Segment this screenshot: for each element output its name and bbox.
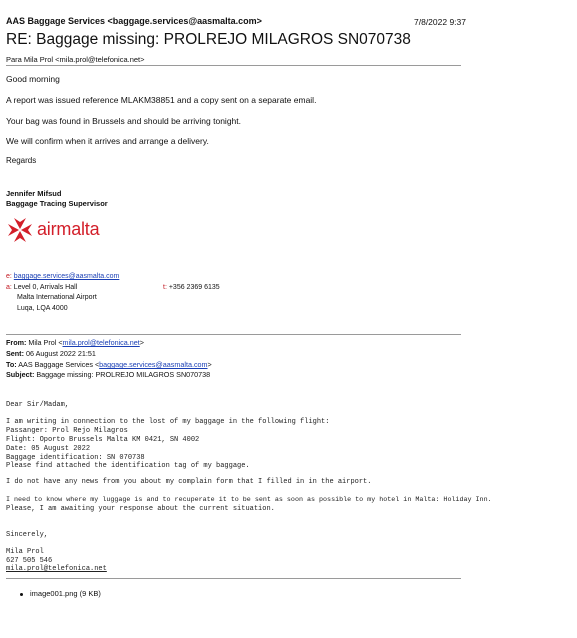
- signature-name: Jennifer Mifsud: [6, 189, 62, 198]
- email-label: e:: [6, 273, 12, 280]
- message-line-4: Date: 05 August 2022: [6, 445, 91, 453]
- message-signature-name: Mila Prol: [6, 548, 44, 556]
- message-signature-phone: 627 505 546: [6, 557, 53, 565]
- message-line-2: Passanger: Prol Rejo Milagros: [6, 427, 128, 435]
- original-to: [6, 360, 212, 369]
- address-line-1: Level 0, Arrivals Hall: [13, 284, 78, 291]
- sent-value: 06 August 2022 21:51: [25, 349, 96, 358]
- message-line-5: Baggage identification: SN 070738: [6, 454, 145, 462]
- original-sent: [6, 349, 96, 358]
- maltese-cross-icon: [5, 215, 35, 245]
- airmalta-logo: [5, 215, 105, 245]
- message-line-3: Flight: Oporto Brussels Malta KM 0421, SN 4002: [6, 436, 200, 444]
- contact-tel-row: [163, 284, 220, 291]
- attachment-name: image001.png (9 KB): [30, 589, 101, 598]
- email-sender: AAS Baggage Services <baggage.services@aasmalta.com>: [6, 16, 262, 26]
- attachments-divider: [6, 578, 461, 579]
- original-from: [6, 338, 144, 347]
- message-line-1: I am writing in connection to the lost of my baggage in the following flight:: [6, 418, 330, 426]
- reply-paragraph-2: Your bag was found in Brussels and should be arriving tonight.: [6, 116, 242, 126]
- original-subject: [6, 370, 210, 379]
- email-datetime: 7/8/2022 9:37: [414, 17, 466, 27]
- subject-label: Subject:: [6, 370, 35, 379]
- message-salutation: Dear Sir/Madam,: [6, 401, 70, 409]
- address-label: a:: [6, 284, 12, 291]
- address-line-2: Malta International Airport: [17, 294, 97, 301]
- tel-label: t:: [163, 284, 167, 291]
- to-email-link[interactable]: baggage.services@aasmalta.com: [99, 360, 208, 369]
- contact-email-row: [6, 273, 119, 280]
- email-subject: RE: Baggage missing: PROLREJO MILAGROS SN070738: [6, 31, 411, 48]
- reply-regards: Regards: [6, 156, 37, 165]
- message-line-8: I need to know where my luggage is and to recuperate it to be sent as soon as possible to my hotel in Malta: Holiday Inn.: [6, 496, 492, 504]
- sent-label: Sent:: [6, 349, 24, 358]
- message-line-7: I do not have any news from you about my complain form that I filled in in the airport.: [6, 478, 372, 486]
- message-line-9: Please, I am awaiting your response about the current situation.: [6, 505, 275, 513]
- original-divider: [6, 334, 461, 335]
- message-signature-email[interactable]: mila.prol@telefonica.net: [6, 565, 107, 573]
- from-name: Mila Prol <: [28, 338, 63, 347]
- message-line-6: Please find attached the identification tag of my baggage.: [6, 462, 250, 470]
- to-name: AAS Baggage Services <: [18, 360, 100, 369]
- reply-paragraph-3: We will confirm when it arrives and arrange a delivery.: [6, 136, 209, 146]
- reply-greeting: Good morning: [6, 74, 60, 84]
- from-email-link[interactable]: mila.prol@telefonica.net: [62, 338, 140, 347]
- contact-address-row: [6, 284, 77, 291]
- attachment-item[interactable]: [20, 589, 101, 598]
- from-end: >: [139, 338, 144, 347]
- signature-title: Baggage Tracing Supervisor: [6, 199, 108, 208]
- header-divider: [6, 65, 461, 66]
- to-end: >: [207, 360, 212, 369]
- bullet-icon: [20, 593, 23, 596]
- subject-value: Baggage missing: PROLREJO MILAGROS SN070738: [36, 370, 211, 379]
- email-recipient: Para Mila Prol <mila.prol@telefonica.net>: [6, 55, 145, 64]
- tel-value: +356 2369 6135: [168, 284, 220, 291]
- logo-wordmark: airmalta: [37, 219, 100, 239]
- reply-paragraph-1: A report was issued reference MLAKM38851 and a copy sent on a separate email.: [6, 95, 317, 105]
- from-label: From:: [6, 338, 27, 347]
- message-closing: Sincerely,: [6, 531, 49, 539]
- address-line-3: Luqa, LQA 4000: [17, 305, 68, 312]
- to-label: To:: [6, 360, 17, 369]
- contact-email-link[interactable]: baggage.services@aasmalta.com: [13, 273, 120, 280]
